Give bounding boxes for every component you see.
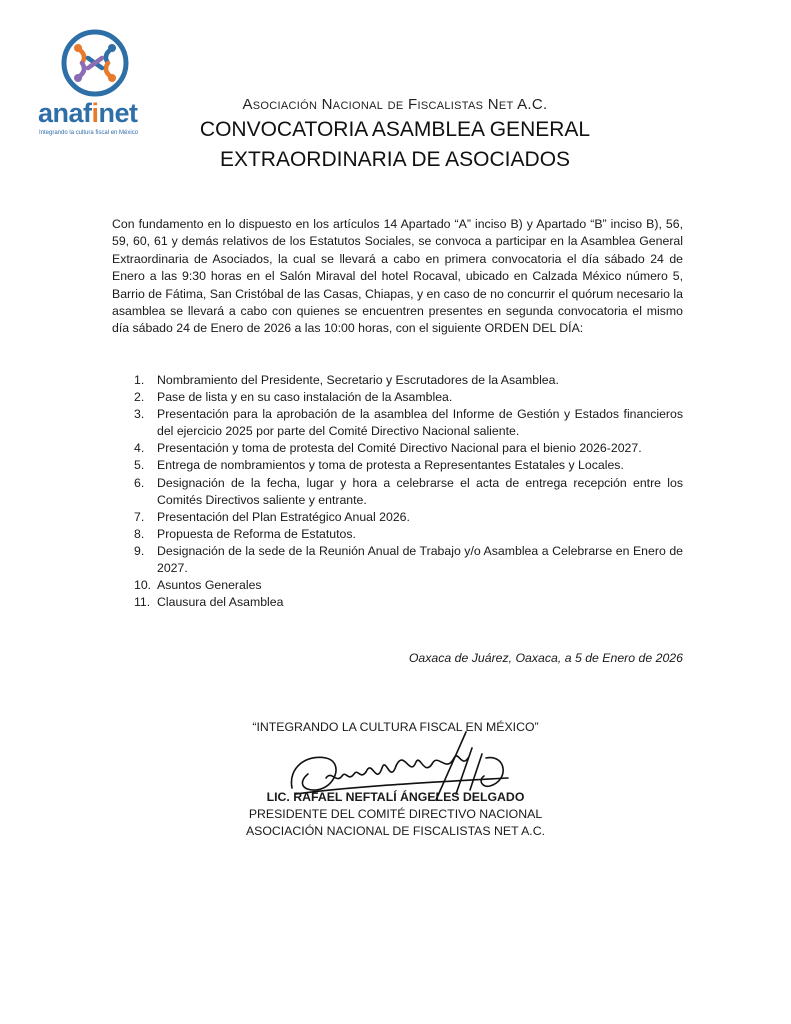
agenda-item: 8. Propuesta de Reforma de Estatutos. — [134, 526, 356, 541]
agenda-item: 1. Nombramiento del Presidente, Secretario y Escrutadores de la Asamblea. — [134, 373, 559, 387]
agenda-item: 6. Designación de la fecha, lugar y hora a celebrarse el acta de entrega recepción entre los Comités Directivos saliente y entrante. — [134, 475, 683, 507]
convocation-paragraph: Con fundamento en lo dispuesto en los artículos 14 Apartado “A” inciso B) y Apartado “B” inciso B), 56, 59, 60, 61 y demás relativos de los Estatutos Sociales, se convoca a participar en la Asamblea General Extraordinaria de Asociados, la cual se llevará a cabo en primera convocatoria el día sábado 24 de Enero a las 9:30 horas en el Salón Miraval del hotel Rocaval, ubicado en Calzada México número 5, Barrio de Fátima, San Cristóbal de las Casas, Chiapas, y en caso de no concurrir el quórum necesario la asamblea se llevará a cabo con quienes se encuentren presentes en segunda convocatoria el mismo día sábado 24 de Enero de 2026 a las 10:00 horas, con el siguiente ORDEN DEL DÍA: — [112, 217, 683, 336]
signer-organization: ASOCIACIÓN NACIONAL DE FISCALISTAS NET A.C. — [245, 824, 546, 838]
agenda-item: 4. Presentación y toma de protesta del Comité Directivo Nacional para el bienio 2026-2027. — [134, 441, 642, 456]
signer-block — [0, 789, 791, 840]
logo-tagline: Integrando la cultura fiscal en México — [39, 130, 139, 136]
agenda-item: 9. Designación de la sede de la Reunión Anual de Trabajo y/o Asamblea a Celebrarse en Enero de 2027. — [134, 543, 683, 576]
title-line-2: EXTRAORDINARIA DE ASOCIADOS — [219, 148, 571, 171]
logo-emblem-icon — [60, 28, 130, 98]
agenda-item: 7. Presentación del Plan Estratégico Anual 2026. — [134, 509, 410, 524]
agenda-item: 3. Presentación para la aprobación de la asamblea del Informe de Gestión y Estados financieros del ejercicio 2025 por parte del Comité Directivo Nacional saliente. — [134, 407, 683, 439]
agenda-item: 5. Entrega de nombramientos y toma de protesta a Representantes Estatales y Locales. — [134, 458, 624, 473]
anafinet-logo — [38, 28, 156, 138]
title-line-1: CONVOCATORIA ASAMBLEA GENERAL — [199, 118, 591, 141]
agenda-item: 11. Clausura del Asamblea — [134, 595, 284, 610]
motto: “INTEGRANDO LA CULTURA FISCAL EN MÉXICO” — [252, 720, 539, 734]
agenda-list — [112, 372, 683, 611]
organization-name: Asociación Nacional de Fiscalistas Net A.C. — [242, 96, 548, 113]
signer-role: PRESIDENTE DEL COMITÉ DIRECTIVO NACIONAL — [248, 807, 543, 821]
agenda-item: 2. Pase de lista y en su caso instalación de la Asamblea. — [134, 390, 453, 405]
agenda-item: 10. Asuntos Generales — [134, 578, 262, 593]
logo-wordmark: anafinet — [38, 98, 138, 128]
document-header — [160, 96, 630, 174]
signer-name: LIC. RAFAEL NEFTALÍ ÁNGELES DELGADO — [266, 790, 525, 804]
place-and-date: Oaxaca de Juárez, Oaxaca, a 5 de Enero de 2026 — [408, 651, 683, 665]
